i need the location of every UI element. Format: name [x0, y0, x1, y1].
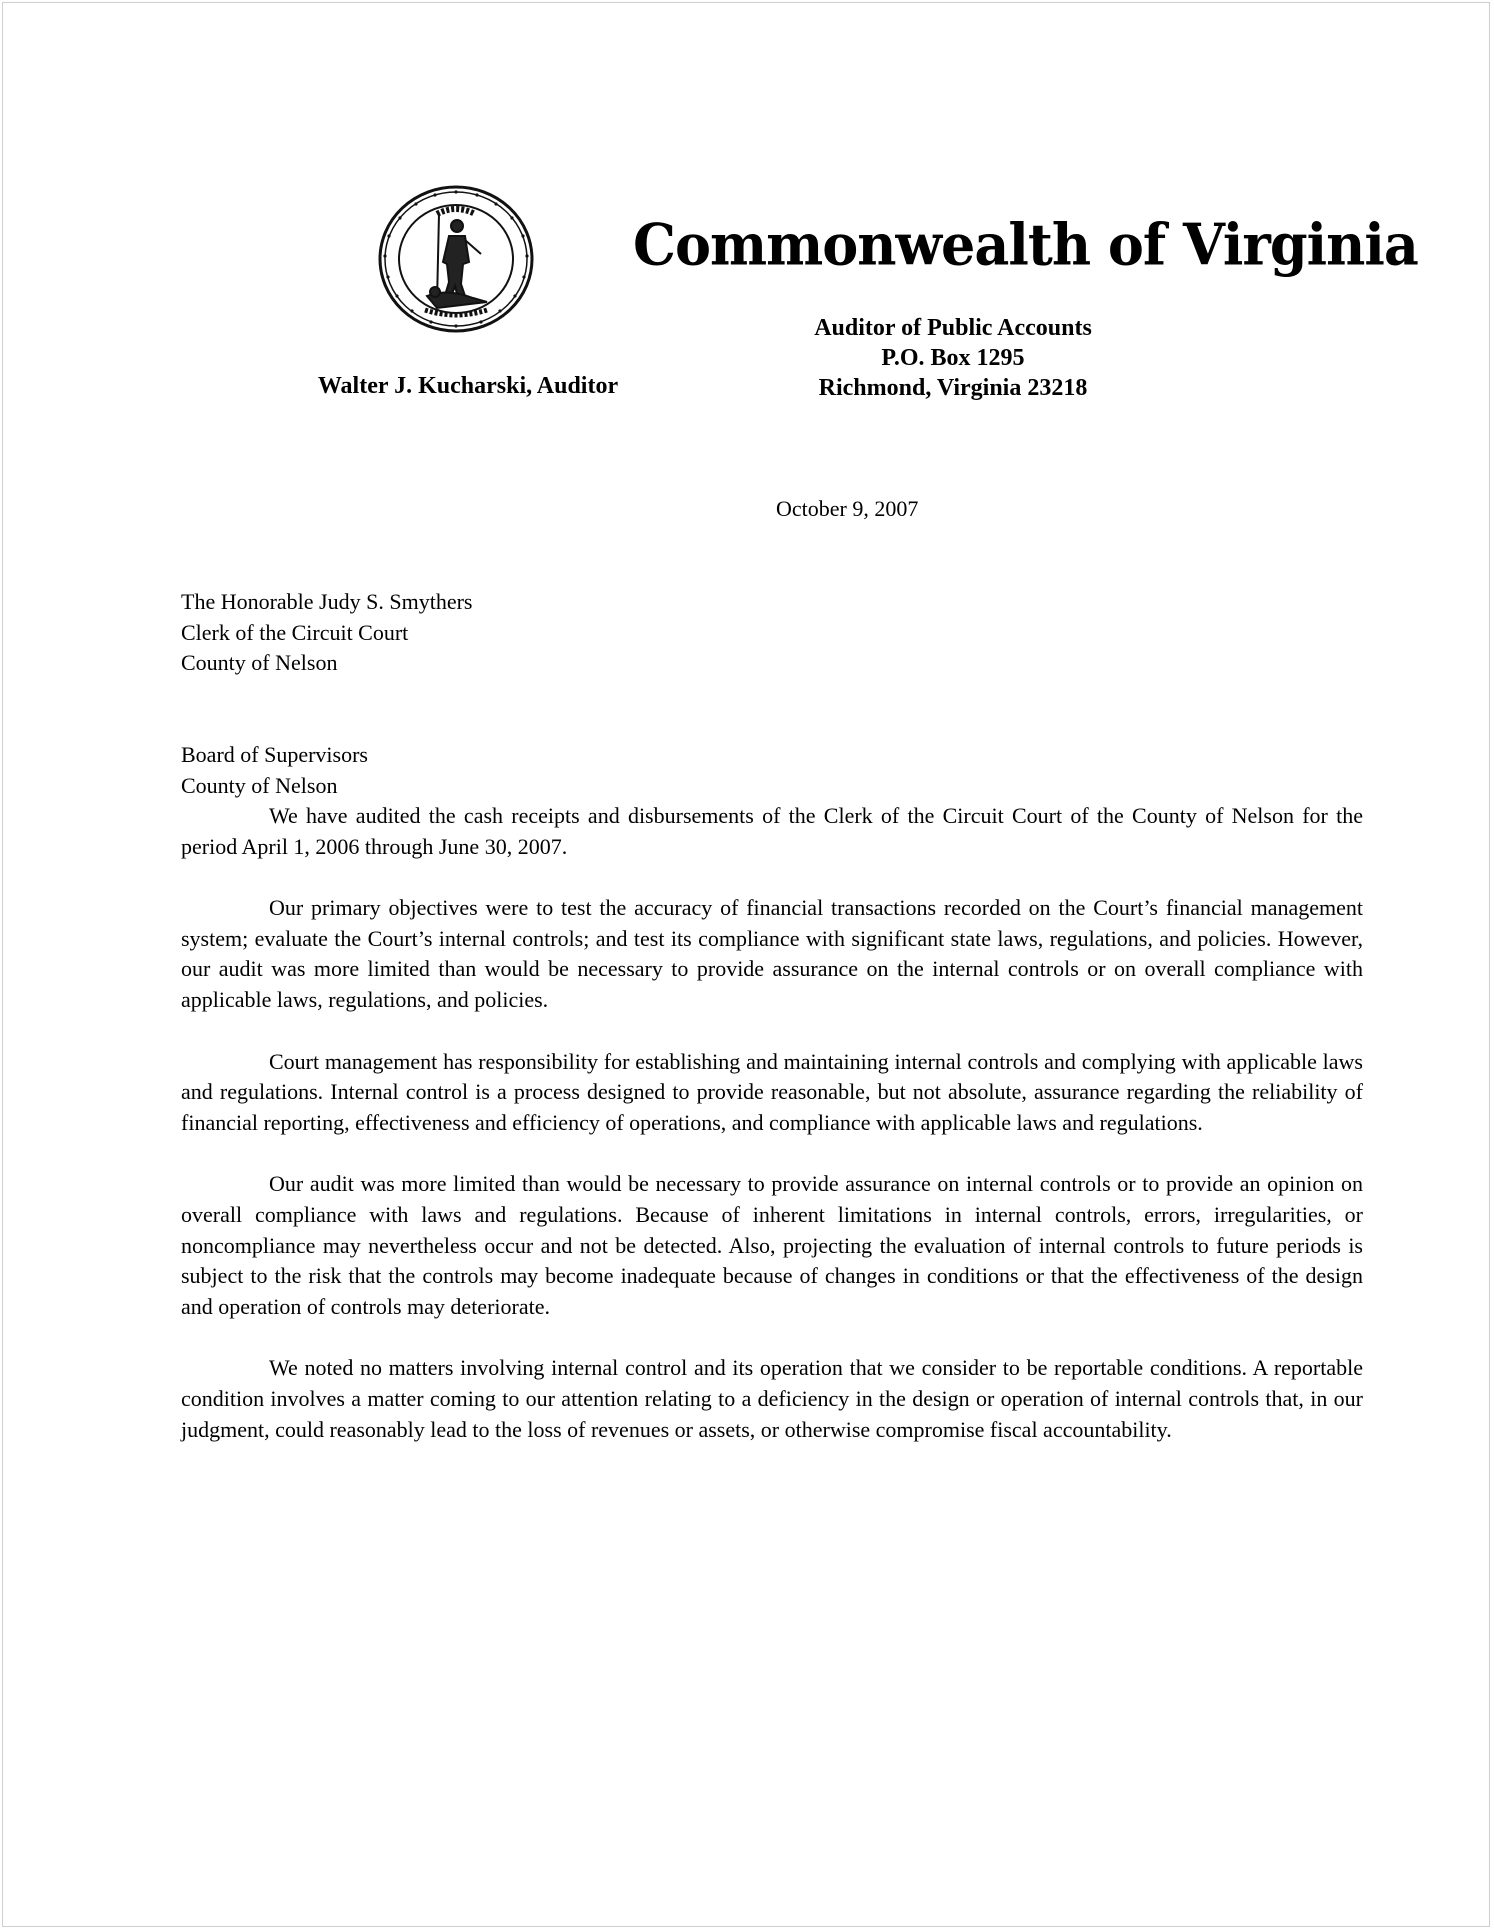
letterhead-state-name: Commonwealth of Virginia: [633, 210, 1418, 278]
addressee-block-clerk: [181, 587, 472, 679]
office-name: Auditor of Public Accounts: [814, 315, 1092, 341]
auditor-name: Walter J. Kucharski, Auditor: [317, 373, 619, 399]
body-paragraph: Our primary objectives were to test the accuracy of financial transactions recorded on the Court’s financial management system; evaluate the Court’s internal controls; and test its compliance with significant state laws, regulations, and policies. However, our audit was more limited than would be necessary to provide assurance on the internal controls or on overall compliance with applicable laws, regulations, and policies.: [181, 895, 1363, 1012]
addressee-line: County of Nelson: [181, 650, 338, 675]
body-paragraph: We noted no matters involving internal control and its operation that we consider to be reportable conditions. A reportable condition involves a matter coming to our attention relating to a deficiency in the design or operation of internal controls that, in our judgment, could reasonably lead to the loss of revenues or assets, or otherwise compromise fiscal accountability.: [181, 1355, 1363, 1442]
addressee-line: Board of Supervisors: [181, 742, 368, 767]
addressee-block-board: [181, 740, 368, 801]
letter-date: October 9, 2007: [776, 496, 919, 521]
addressee-line: The Honorable Judy S. Smythers: [181, 589, 473, 614]
office-po-box: P.O. Box 1295: [881, 345, 1025, 371]
body-paragraph: Court management has responsibility for establishing and maintaining internal controls and complying with applicable laws and regulations. Internal control is a process designed to provide reasonable, but not absolute, assurance regarding the reliability of financial reporting, effectiveness and efficiency of operations, and compliance with applicable laws and regulations.: [181, 1048, 1363, 1135]
office-city: Richmond, Virginia 23218: [818, 375, 1088, 401]
virginia-seal-icon: [377, 184, 535, 334]
addressee-line: County of Nelson: [181, 772, 338, 798]
body-paragraph: We have audited the cash receipts and disbursements of the Clerk of the Circuit Court of the County of Nelson for the period April 1, 2006 through June 30, 2007.: [181, 803, 1363, 859]
letterhead-office-address: [763, 313, 1143, 403]
addressee-line: Clerk of the Circuit Court: [181, 619, 409, 645]
document-page: [2, 2, 1490, 1927]
letter-body: [181, 801, 1363, 1476]
body-paragraph: Our audit was more limited than would be necessary to provide assurance on internal controls or to provide an opinion on overall compliance with laws and regulations. Because of inherent limitations in internal controls, errors, irregularities, or noncompliance may nevertheless occur and not be detected. Also, projecting the evaluation of internal controls to future periods is subject to the risk that the controls may become inadequate because of changes in conditions or that the effectiveness of the design and operation of controls may deteriorate.: [181, 1171, 1363, 1319]
